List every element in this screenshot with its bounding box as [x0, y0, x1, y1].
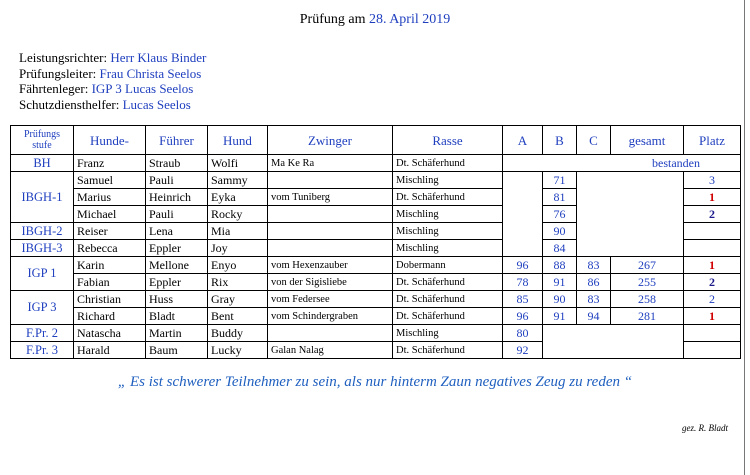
score-b: 84: [543, 240, 577, 257]
dog-name: Rix: [208, 274, 268, 291]
placement: 2: [684, 274, 741, 291]
dog-name: Rocky: [208, 206, 268, 223]
score-a: 96: [503, 308, 543, 325]
title-prefix: Prüfung am: [299, 12, 366, 27]
header-a: A: [503, 126, 543, 155]
last-name: Heinrich: [146, 189, 208, 206]
dog-name: Lucky: [208, 342, 268, 359]
class-label: IBGH-3: [11, 240, 74, 257]
placement: [684, 325, 741, 342]
first-name: Franz: [74, 155, 146, 172]
table-header-row: [11, 126, 741, 155]
last-name: Pauli: [146, 206, 208, 223]
table-row: [11, 291, 741, 308]
breed: Mischling: [393, 325, 503, 342]
dog-name: Buddy: [208, 325, 268, 342]
result-passed: bestanden: [503, 155, 741, 172]
placement: 2: [684, 291, 741, 308]
first-name: Marius: [74, 189, 146, 206]
kennel: [268, 325, 393, 342]
placement: 1: [684, 189, 741, 206]
first-name: Natascha: [74, 325, 146, 342]
header-platz: Platz: [684, 126, 741, 155]
score-total: 267: [611, 257, 684, 274]
breed: Dt. Schäferhund: [393, 342, 503, 359]
first-name: Harald: [74, 342, 146, 359]
kennel: [268, 206, 393, 223]
last-name: Mellone: [146, 257, 208, 274]
kennel: vom Hexenzauber: [268, 257, 393, 274]
table-row: [11, 172, 741, 189]
first-name: Fabian: [74, 274, 146, 291]
dog-name: Sammy: [208, 172, 268, 189]
kennel: vom Tuniberg: [268, 189, 393, 206]
signature: gez. R. Bladt: [682, 423, 728, 433]
last-name: Straub: [146, 155, 208, 172]
class-label: IGP 3: [11, 291, 74, 325]
first-name: Rebecca: [74, 240, 146, 257]
page-edge: [744, 0, 745, 475]
table-row: [11, 257, 741, 274]
quote: „ Es ist schwerer Teilnehmer zu sein, als nur hinterm Zaun negatives Zeug zu reden “: [117, 374, 633, 390]
dog-name: Enyo: [208, 257, 268, 274]
score-total: 281: [611, 308, 684, 325]
breed: Dt. Schäferhund: [393, 155, 503, 172]
table-row: [11, 308, 741, 325]
score-total: 255: [611, 274, 684, 291]
kennel: [268, 240, 393, 257]
header-fuehrer: Führer: [146, 126, 208, 155]
dog-name: Mia: [208, 223, 268, 240]
table-row: [11, 155, 741, 172]
score-a: 78: [503, 274, 543, 291]
placement: 3: [684, 172, 741, 189]
header-gesamt: gesamt: [611, 126, 684, 155]
breed: Mischling: [393, 223, 503, 240]
class-label: IBGH-1: [11, 172, 74, 223]
placement: [684, 223, 741, 240]
kennel: [268, 172, 393, 189]
dog-name: Bent: [208, 308, 268, 325]
score-c: 94: [577, 308, 611, 325]
placement: [684, 240, 741, 257]
dog-name: Eyka: [208, 189, 268, 206]
score-b: 91: [543, 274, 577, 291]
first-name: Reiser: [74, 223, 146, 240]
official-helper: [19, 97, 206, 113]
first-name: Christian: [74, 291, 146, 308]
breed: Dt. Schäferhund: [393, 308, 503, 325]
score-total: 258: [611, 291, 684, 308]
page-title: [0, 12, 750, 28]
first-name: Michael: [74, 206, 146, 223]
score-a: 80: [503, 325, 543, 342]
first-name: Karin: [74, 257, 146, 274]
last-name: Martin: [146, 325, 208, 342]
score-b: 81: [543, 189, 577, 206]
official-label: Leistungsrichter:: [19, 50, 108, 65]
header-c: C: [577, 126, 611, 155]
table-row: [11, 274, 741, 291]
dog-name: Joy: [208, 240, 268, 257]
kennel: vom Schindergraben: [268, 308, 393, 325]
score-c: 86: [577, 274, 611, 291]
last-name: Bladt: [146, 308, 208, 325]
class-label: F.Pr. 3: [11, 342, 74, 359]
official-value: Herr Klaus Binder: [110, 50, 207, 65]
dog-name: Gray: [208, 291, 268, 308]
kennel: von der Sigisliebe: [268, 274, 393, 291]
official-label: Schutzdiensthelfer:: [19, 96, 120, 112]
score-b: 90: [543, 291, 577, 308]
results-table: [10, 125, 741, 359]
first-name: Richard: [74, 308, 146, 325]
score-c: 83: [577, 257, 611, 274]
placement: [684, 342, 741, 359]
last-name: Pauli: [146, 172, 208, 189]
breed: Mischling: [393, 240, 503, 257]
official-tracklayer: [19, 81, 206, 97]
kennel: Galan Nalag: [268, 342, 393, 359]
class-label: IBGH-2: [11, 223, 74, 240]
score-b: 91: [543, 308, 577, 325]
official-label: Prüfungsleiter:: [19, 65, 97, 81]
official-value: IGP 3 Lucas Seelos: [91, 81, 194, 96]
breed: Mischling: [393, 206, 503, 223]
class-label: IGP 1: [11, 257, 74, 291]
breed: Dt. Schäferhund: [393, 189, 503, 206]
breed: Dt. Schäferhund: [393, 274, 503, 291]
header-zwinger: Zwinger: [268, 126, 393, 155]
first-name: Samuel: [74, 172, 146, 189]
header-hund: Hund: [208, 126, 268, 155]
official-value: Frau Christa Seelos: [99, 65, 202, 81]
last-name: Eppler: [146, 274, 208, 291]
officials-block: [19, 50, 206, 112]
header-stufe: Prüfungs stufe: [11, 126, 74, 155]
last-name: Lena: [146, 223, 208, 240]
score-c: 83: [577, 291, 611, 308]
class-label: BH: [11, 155, 74, 172]
placement: 2: [684, 206, 741, 223]
placement: 1: [684, 308, 741, 325]
breed: Dt. Schäferhund: [393, 291, 503, 308]
last-name: Baum: [146, 342, 208, 359]
last-name: Eppler: [146, 240, 208, 257]
header-b: B: [543, 126, 577, 155]
title-date: 28. April 2019: [368, 12, 451, 27]
official-label: Fährtenleger:: [19, 81, 89, 96]
score-b: 71: [543, 172, 577, 189]
score-b: 88: [543, 257, 577, 274]
score-empty: [577, 172, 684, 257]
header-hunde: Hunde-: [74, 126, 146, 155]
score-b: 90: [543, 223, 577, 240]
breed: Mischling: [393, 172, 503, 189]
kennel: Ma Ke Ra: [268, 155, 393, 172]
score-a: 92: [503, 342, 543, 359]
official-leader: [19, 66, 206, 82]
header-rasse: Rasse: [393, 126, 503, 155]
table-row: [11, 325, 741, 342]
kennel: vom Federsee: [268, 291, 393, 308]
class-label: F.Pr. 2: [11, 325, 74, 342]
score-empty: [543, 325, 684, 359]
score-a: 85: [503, 291, 543, 308]
breed: Dobermann: [393, 257, 503, 274]
official-value: Lucas Seelos: [122, 96, 191, 112]
score-a: 96: [503, 257, 543, 274]
last-name: Huss: [146, 291, 208, 308]
kennel: [268, 223, 393, 240]
score-b: 76: [543, 206, 577, 223]
score-a-empty: [503, 172, 543, 257]
placement: 1: [684, 257, 741, 274]
official-judge: [19, 50, 206, 66]
dog-name: Wolfi: [208, 155, 268, 172]
